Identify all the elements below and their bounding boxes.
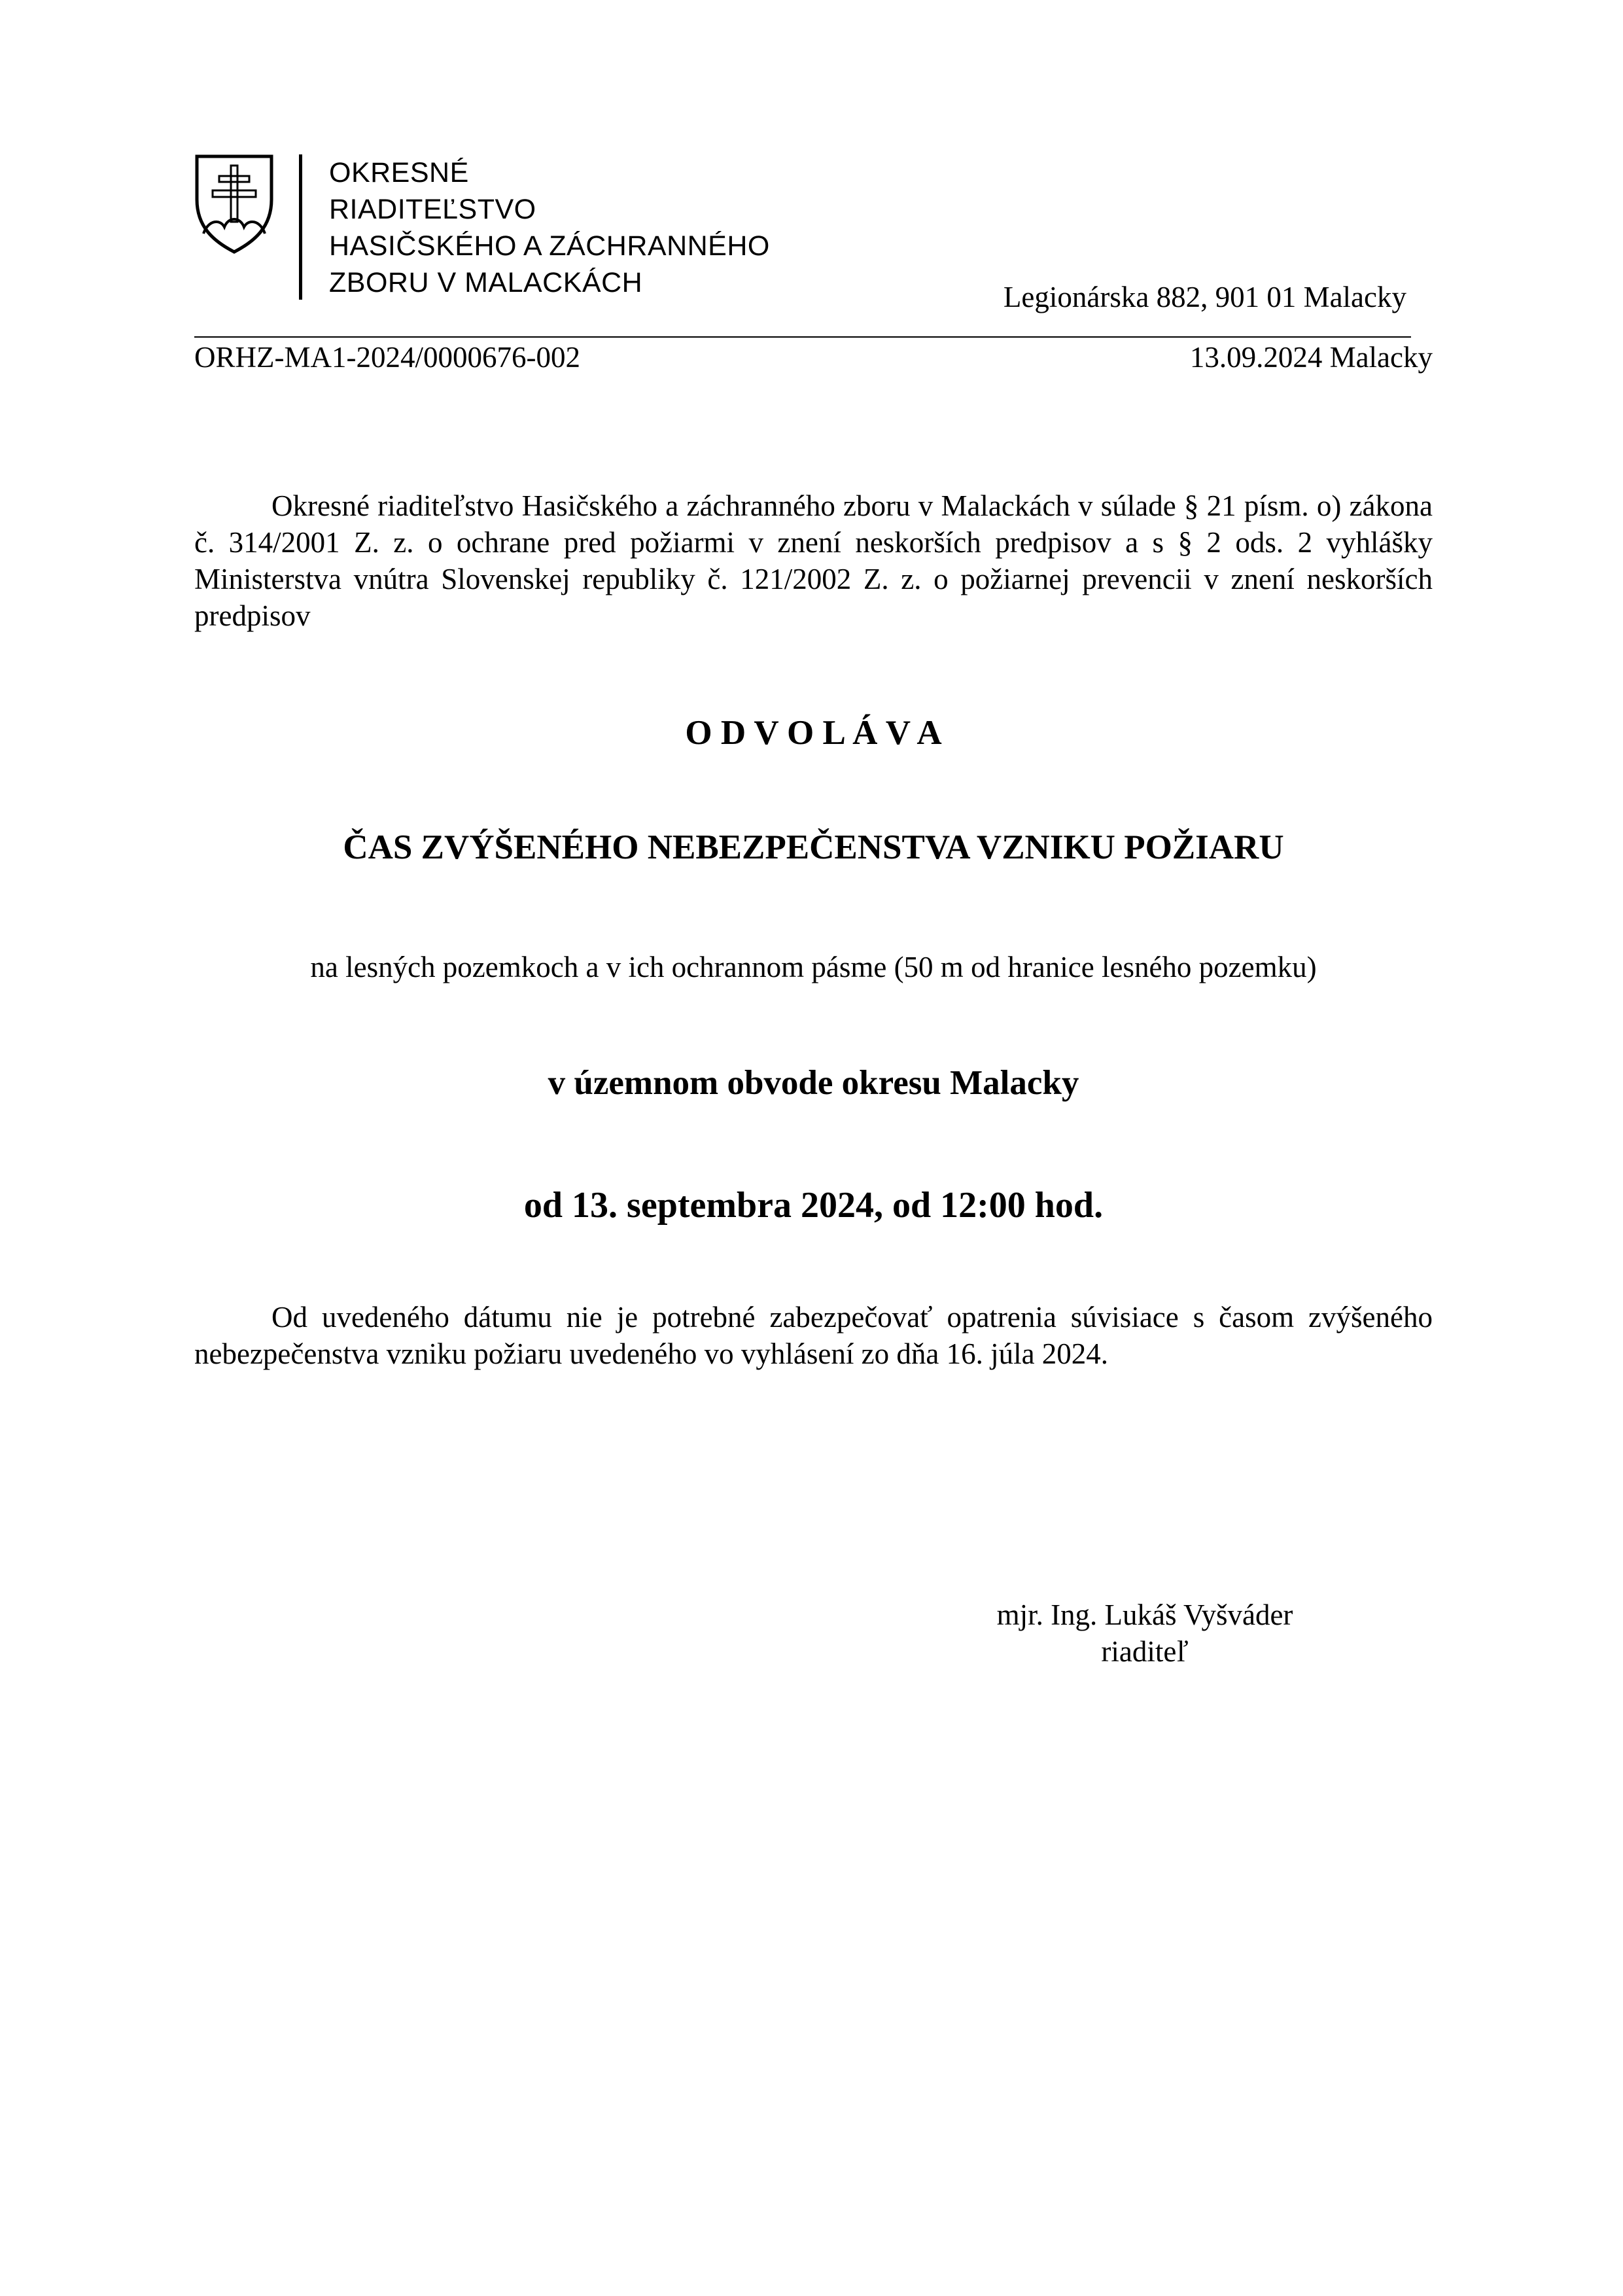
slovak-coat-of-arms-icon bbox=[194, 154, 274, 255]
organization-address: Legionárska 882, 901 01 Malacky bbox=[1003, 281, 1406, 313]
organization-line-2: RIADITEĽSTVO bbox=[329, 194, 536, 225]
organization-line-4: ZBORU V MALACKÁCH bbox=[329, 267, 643, 298]
action-heading: O D V O L Á V A bbox=[685, 714, 942, 752]
document-date: 13.09.2024 Malacky bbox=[1189, 341, 1433, 374]
organization-name bbox=[329, 154, 770, 301]
notice-paragraph: Od uvedeného dátumu nie je potrebné zabezpečovať opatrenia súvisiace s časom zvýšeného nebezpečenstva vzniku požiaru uvedeného vo vyhlásení zo dňa 16. júla 2024. bbox=[194, 1301, 1433, 1370]
effective-date-heading: od 13. septembra 2024, od 12:00 hod. bbox=[523, 1185, 1104, 1226]
signature-block bbox=[916, 1597, 1374, 1670]
district-heading: v územnom obvode okresu Malacky bbox=[548, 1064, 1079, 1102]
intro-paragraph: Okresné riaditeľstvo Hasičského a záchranného zboru v Malackách v súlade § 21 písm. o) zákona č. 314/2001 Z. z. o ochrane pred požiarmi v znení neskorších predpisov a s § 2 ods. 2 vyhlášky Ministerstva vnútra Slovenskej republiky č. 121/2002 Z. z. o požiarnej prevencii v znení neskorších predpisov bbox=[194, 489, 1433, 632]
header-divider bbox=[299, 154, 302, 300]
organization-line-3: HASIČSKÉHO A ZÁCHRANNÉHO bbox=[329, 230, 770, 262]
subject-heading: ČAS ZVÝŠENÉHO NEBEZPEČENSTVA VZNIKU POŽIARU bbox=[343, 828, 1284, 866]
reference-number: ORHZ-MA1-2024/0000676-002 bbox=[194, 341, 580, 374]
signer-title: riaditeľ bbox=[1101, 1635, 1189, 1668]
signer-name: mjr. Ing. Lukáš Vyšváder bbox=[996, 1598, 1293, 1631]
scope-line: na lesných pozemkoch a v ich ochrannom pásme (50 m od hranice lesného pozemku) bbox=[310, 951, 1317, 983]
header-rule bbox=[194, 336, 1411, 338]
organization-line-1: OKRESNÉ bbox=[329, 157, 469, 188]
